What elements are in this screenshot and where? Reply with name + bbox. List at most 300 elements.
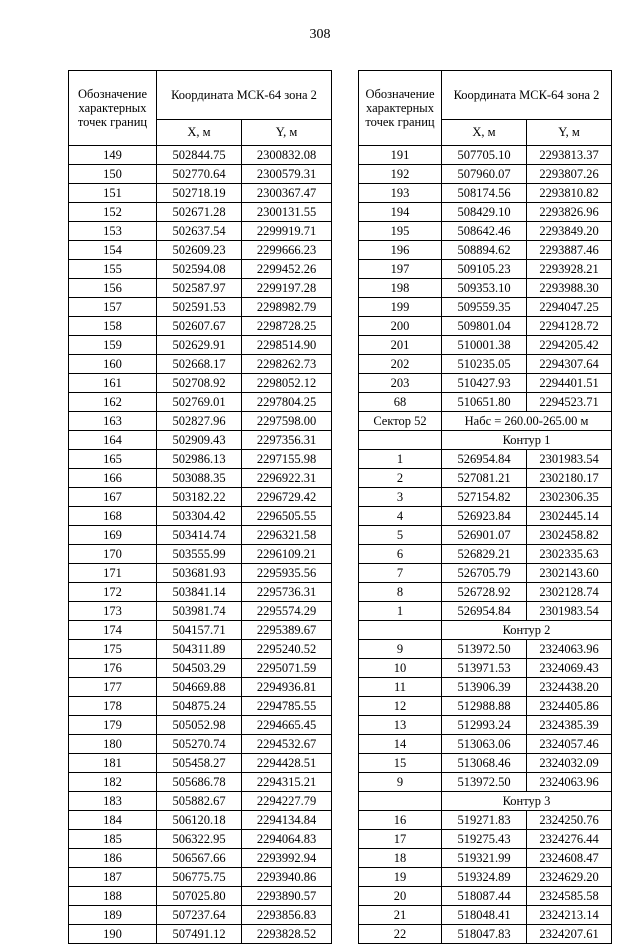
x-value: 502770.64 — [157, 165, 242, 184]
table-row — [359, 393, 612, 412]
y-value: 2299919.71 — [242, 222, 332, 241]
x-value: 526829.21 — [442, 545, 527, 564]
table-row — [69, 184, 332, 203]
point-number: 186 — [69, 849, 157, 868]
table-row — [359, 716, 612, 735]
y-value: 2298728.25 — [242, 317, 332, 336]
point-number: 166 — [69, 469, 157, 488]
point-number: 11 — [359, 678, 442, 697]
x-value: 502594.08 — [157, 260, 242, 279]
y-value: 2294523.71 — [527, 393, 612, 412]
point-number: 174 — [69, 621, 157, 640]
table-row — [69, 678, 332, 697]
table-row — [69, 602, 332, 621]
point-number: 184 — [69, 811, 157, 830]
table-row — [69, 792, 332, 811]
y-value: 2293826.96 — [527, 203, 612, 222]
y-value: 2294307.64 — [527, 355, 612, 374]
x-value: 526705.79 — [442, 564, 527, 583]
y-value: 2301983.54 — [527, 450, 612, 469]
contour-heading-row — [359, 431, 612, 450]
x-value: 504157.71 — [157, 621, 242, 640]
x-value: 502637.54 — [157, 222, 242, 241]
y-value: 2293992.94 — [242, 849, 332, 868]
x-value: 526901.07 — [442, 526, 527, 545]
table-row — [359, 697, 612, 716]
table-row — [359, 241, 612, 260]
table-row — [359, 602, 612, 621]
point-number: 197 — [359, 260, 442, 279]
x-value: 504875.24 — [157, 697, 242, 716]
point-number: 192 — [359, 165, 442, 184]
table-row — [359, 279, 612, 298]
table-row — [359, 906, 612, 925]
point-number: 177 — [69, 678, 157, 697]
y-value: 2302445.14 — [527, 507, 612, 526]
point-number: 1 — [359, 450, 442, 469]
y-value: 2296321.58 — [242, 526, 332, 545]
x-value: 506322.95 — [157, 830, 242, 849]
table-row — [69, 659, 332, 678]
point-number: 193 — [359, 184, 442, 203]
point-number: 172 — [69, 583, 157, 602]
y-value: 2295736.31 — [242, 583, 332, 602]
x-value: 518047.83 — [442, 925, 527, 944]
table-row — [359, 887, 612, 906]
point-number: 157 — [69, 298, 157, 317]
table-row — [359, 640, 612, 659]
point-number: 185 — [69, 830, 157, 849]
x-value: 526954.84 — [442, 602, 527, 621]
coordinates-table-right — [358, 70, 612, 944]
x-value: 503555.99 — [157, 545, 242, 564]
y-value: 2294064.83 — [242, 830, 332, 849]
point-number: 16 — [359, 811, 442, 830]
y-header: Y, м — [242, 119, 332, 145]
y-value: 2302143.60 — [527, 564, 612, 583]
table-row — [69, 906, 332, 925]
point-number: 167 — [69, 488, 157, 507]
x-value: 513972.50 — [442, 640, 527, 659]
y-value: 2324069.43 — [527, 659, 612, 678]
table-row — [69, 868, 332, 887]
y-value: 2324629.20 — [527, 868, 612, 887]
header-row — [359, 71, 612, 120]
y-value: 2324405.86 — [527, 697, 612, 716]
table-row — [359, 830, 612, 849]
table-row — [359, 165, 612, 184]
y-value: 2298514.90 — [242, 336, 332, 355]
y-value: 2300131.55 — [242, 203, 332, 222]
contour-heading: Контур 1 — [442, 431, 612, 450]
x-value: 505686.78 — [157, 773, 242, 792]
table-row — [359, 355, 612, 374]
point-number: 181 — [69, 754, 157, 773]
contour-heading-row — [359, 792, 612, 811]
x-value: 510651.80 — [442, 393, 527, 412]
table-row — [359, 374, 612, 393]
y-value: 2293849.20 — [527, 222, 612, 241]
y-value: 2294315.21 — [242, 773, 332, 792]
point-number: 182 — [69, 773, 157, 792]
x-value: 513971.53 — [442, 659, 527, 678]
y-value: 2293887.46 — [527, 241, 612, 260]
point-number: 202 — [359, 355, 442, 374]
x-value: 527081.21 — [442, 469, 527, 488]
x-value: 519321.99 — [442, 849, 527, 868]
x-value: 526923.84 — [442, 507, 527, 526]
table-row — [359, 564, 612, 583]
x-value: 509105.23 — [442, 260, 527, 279]
table-row — [69, 640, 332, 659]
x-value: 510001.38 — [442, 336, 527, 355]
designation-header: Обозначение характерных точек границ — [69, 71, 157, 146]
x-value: 502591.53 — [157, 298, 242, 317]
x-value: 503088.35 — [157, 469, 242, 488]
x-value: 502718.19 — [157, 184, 242, 203]
x-value: 519324.89 — [442, 868, 527, 887]
y-value: 2293940.86 — [242, 868, 332, 887]
point-number: 1 — [359, 602, 442, 621]
y-value: 2293988.30 — [527, 279, 612, 298]
y-value: 2300367.47 — [242, 184, 332, 203]
y-value: 2302128.74 — [527, 583, 612, 602]
table-row — [69, 393, 332, 412]
y-value: 2302306.35 — [527, 488, 612, 507]
table-row — [359, 526, 612, 545]
table-row — [69, 697, 332, 716]
contour-empty-cell — [359, 792, 442, 811]
table-row — [359, 773, 612, 792]
x-value: 506567.66 — [157, 849, 242, 868]
y-value: 2296505.55 — [242, 507, 332, 526]
sector-elevation: Набс = 260.00-265.00 м — [442, 412, 612, 431]
point-number: 161 — [69, 374, 157, 393]
x-value: 505882.67 — [157, 792, 242, 811]
x-value: 508429.10 — [442, 203, 527, 222]
y-value: 2293856.83 — [242, 906, 332, 925]
y-value: 2324057.46 — [527, 735, 612, 754]
y-value: 2294785.55 — [242, 697, 332, 716]
point-number: 189 — [69, 906, 157, 925]
x-value: 509353.10 — [442, 279, 527, 298]
table-row — [359, 507, 612, 526]
table-row — [359, 317, 612, 336]
y-value: 2299452.26 — [242, 260, 332, 279]
table-row — [359, 184, 612, 203]
point-number: 162 — [69, 393, 157, 412]
x-value: 506120.18 — [157, 811, 242, 830]
x-value: 502607.67 — [157, 317, 242, 336]
table-row — [359, 735, 612, 754]
point-number: 159 — [69, 336, 157, 355]
point-number: 175 — [69, 640, 157, 659]
point-number: 18 — [359, 849, 442, 868]
point-number: 164 — [69, 431, 157, 450]
y-value: 2298052.12 — [242, 374, 332, 393]
y-value: 2324213.14 — [527, 906, 612, 925]
x-value: 513972.50 — [442, 773, 527, 792]
table-row — [69, 222, 332, 241]
y-value: 2324063.96 — [527, 640, 612, 659]
table-row — [69, 374, 332, 393]
table-body-right — [359, 146, 612, 944]
point-number: 6 — [359, 545, 442, 564]
table-row — [69, 830, 332, 849]
table-body-left — [69, 146, 332, 944]
table-row — [359, 583, 612, 602]
x-value: 505458.27 — [157, 754, 242, 773]
y-value: 2294936.81 — [242, 678, 332, 697]
x-value: 502708.92 — [157, 374, 242, 393]
x-value: 503304.42 — [157, 507, 242, 526]
y-value: 2293890.57 — [242, 887, 332, 906]
table-row — [359, 222, 612, 241]
x-value: 527154.82 — [442, 488, 527, 507]
point-number: 4 — [359, 507, 442, 526]
y-value: 2293928.21 — [527, 260, 612, 279]
y-value: 2293810.82 — [527, 184, 612, 203]
point-number: 15 — [359, 754, 442, 773]
table-row — [69, 621, 332, 640]
y-value: 2324032.09 — [527, 754, 612, 773]
contour-empty-cell — [359, 621, 442, 640]
point-number: 153 — [69, 222, 157, 241]
y-value: 2296922.31 — [242, 469, 332, 488]
table-row — [69, 355, 332, 374]
point-number: 156 — [69, 279, 157, 298]
table-row — [69, 412, 332, 431]
y-value: 2300832.08 — [242, 146, 332, 165]
table-row — [359, 659, 612, 678]
x-value: 526728.92 — [442, 583, 527, 602]
table-row — [359, 545, 612, 564]
y-value: 2300579.31 — [242, 165, 332, 184]
table-row — [359, 925, 612, 944]
y-value: 2324438.20 — [527, 678, 612, 697]
y-value: 2299197.28 — [242, 279, 332, 298]
table-row — [69, 564, 332, 583]
x-value: 503414.74 — [157, 526, 242, 545]
point-number: 171 — [69, 564, 157, 583]
x-value: 503981.74 — [157, 602, 242, 621]
point-number: 160 — [69, 355, 157, 374]
point-number: 173 — [69, 602, 157, 621]
table-row — [69, 146, 332, 165]
table-row — [69, 317, 332, 336]
y-value: 2297155.98 — [242, 450, 332, 469]
designation-header: Обозначение характерных точек границ — [359, 71, 442, 146]
x-value: 519275.43 — [442, 830, 527, 849]
x-value: 507705.10 — [442, 146, 527, 165]
point-number: 9 — [359, 773, 442, 792]
x-value: 526954.84 — [442, 450, 527, 469]
y-value: 2296109.21 — [242, 545, 332, 564]
y-value: 2294047.25 — [527, 298, 612, 317]
y-value: 2324385.39 — [527, 716, 612, 735]
x-value: 509559.35 — [442, 298, 527, 317]
x-value: 508894.62 — [442, 241, 527, 260]
contour-heading-row — [359, 621, 612, 640]
x-value: 502844.75 — [157, 146, 242, 165]
point-number: 194 — [359, 203, 442, 222]
point-number: 14 — [359, 735, 442, 754]
y-value: 2294665.45 — [242, 716, 332, 735]
sector-row — [359, 412, 612, 431]
table-row — [69, 469, 332, 488]
y-header: Y, м — [527, 119, 612, 145]
point-number: 170 — [69, 545, 157, 564]
x-value: 502629.91 — [157, 336, 242, 355]
y-value: 2297356.31 — [242, 431, 332, 450]
x-value: 502587.97 — [157, 279, 242, 298]
point-number: 190 — [69, 925, 157, 944]
point-number: 168 — [69, 507, 157, 526]
table-row — [69, 773, 332, 792]
point-number: 180 — [69, 735, 157, 754]
y-value: 2324585.58 — [527, 887, 612, 906]
table-row — [69, 241, 332, 260]
table-row — [69, 279, 332, 298]
point-number: 176 — [69, 659, 157, 678]
point-number: 165 — [69, 450, 157, 469]
y-value: 2294401.51 — [527, 374, 612, 393]
y-value: 2293813.37 — [527, 146, 612, 165]
table-row — [69, 298, 332, 317]
point-number: 203 — [359, 374, 442, 393]
x-value: 513906.39 — [442, 678, 527, 697]
point-number: 21 — [359, 906, 442, 925]
point-number: 13 — [359, 716, 442, 735]
table-row — [359, 260, 612, 279]
table-row — [69, 165, 332, 184]
table-row — [359, 868, 612, 887]
y-value: 2324250.76 — [527, 811, 612, 830]
point-number: 9 — [359, 640, 442, 659]
x-value: 503182.22 — [157, 488, 242, 507]
y-value: 2324608.47 — [527, 849, 612, 868]
table-row — [359, 678, 612, 697]
contour-heading: Контур 2 — [442, 621, 612, 640]
x-value: 518048.41 — [442, 906, 527, 925]
table-row — [359, 488, 612, 507]
x-value: 512988.88 — [442, 697, 527, 716]
y-value: 2293807.26 — [527, 165, 612, 184]
table-row — [69, 811, 332, 830]
x-value: 507491.12 — [157, 925, 242, 944]
point-number: 19 — [359, 868, 442, 887]
contour-empty-cell — [359, 431, 442, 450]
point-number: 200 — [359, 317, 442, 336]
y-value: 2297598.00 — [242, 412, 332, 431]
coordinate-header: Координата МСК-64 зона 2 — [157, 71, 332, 120]
y-value: 2294134.84 — [242, 811, 332, 830]
point-number: 158 — [69, 317, 157, 336]
table-row — [69, 431, 332, 450]
point-number: 195 — [359, 222, 442, 241]
header-row — [69, 71, 332, 120]
contour-heading: Контур 3 — [442, 792, 612, 811]
y-value: 2302180.17 — [527, 469, 612, 488]
y-value: 2302335.63 — [527, 545, 612, 564]
x-value: 502668.17 — [157, 355, 242, 374]
table-row — [69, 583, 332, 602]
table-row — [69, 887, 332, 906]
x-value: 502986.13 — [157, 450, 242, 469]
point-number: 150 — [69, 165, 157, 184]
table-row — [359, 298, 612, 317]
point-number: 169 — [69, 526, 157, 545]
point-number: 188 — [69, 887, 157, 906]
table-row — [69, 336, 332, 355]
table-row — [359, 754, 612, 773]
point-number: 187 — [69, 868, 157, 887]
point-number: 68 — [359, 393, 442, 412]
point-number: 191 — [359, 146, 442, 165]
x-value: 507237.64 — [157, 906, 242, 925]
table-row — [69, 488, 332, 507]
x-value: 513063.06 — [442, 735, 527, 754]
point-number: 154 — [69, 241, 157, 260]
table-row — [69, 260, 332, 279]
y-value: 2294128.72 — [527, 317, 612, 336]
x-value: 506775.75 — [157, 868, 242, 887]
coordinate-header: Координата МСК-64 зона 2 — [442, 71, 612, 120]
table-row — [359, 469, 612, 488]
y-value: 2295935.56 — [242, 564, 332, 583]
y-value: 2324276.44 — [527, 830, 612, 849]
table-row — [359, 146, 612, 165]
sector-label: Сектор 52 — [359, 412, 442, 431]
y-value: 2302458.82 — [527, 526, 612, 545]
x-value: 507960.07 — [442, 165, 527, 184]
table-row — [69, 203, 332, 222]
y-value: 2294227.79 — [242, 792, 332, 811]
x-header: X, м — [157, 119, 242, 145]
point-number: 155 — [69, 260, 157, 279]
coordinates-table-left — [68, 70, 332, 944]
table-row — [69, 925, 332, 944]
x-value: 512993.24 — [442, 716, 527, 735]
point-number: 198 — [359, 279, 442, 298]
point-number: 12 — [359, 697, 442, 716]
point-number: 10 — [359, 659, 442, 678]
point-number: 196 — [359, 241, 442, 260]
point-number: 151 — [69, 184, 157, 203]
x-value: 503841.14 — [157, 583, 242, 602]
table-row — [69, 849, 332, 868]
y-value: 2295574.29 — [242, 602, 332, 621]
y-value: 2298262.73 — [242, 355, 332, 374]
x-value: 504503.29 — [157, 659, 242, 678]
point-number: 22 — [359, 925, 442, 944]
y-value: 2296729.42 — [242, 488, 332, 507]
table-row — [69, 450, 332, 469]
y-value: 2299666.23 — [242, 241, 332, 260]
table-row — [69, 526, 332, 545]
x-value: 518087.44 — [442, 887, 527, 906]
point-number: 8 — [359, 583, 442, 602]
x-value: 502909.43 — [157, 431, 242, 450]
y-value: 2295389.67 — [242, 621, 332, 640]
table-row — [69, 735, 332, 754]
point-number: 183 — [69, 792, 157, 811]
x-value: 502827.96 — [157, 412, 242, 431]
point-number: 152 — [69, 203, 157, 222]
y-value: 2295240.52 — [242, 640, 332, 659]
table-row — [69, 754, 332, 773]
point-number: 178 — [69, 697, 157, 716]
